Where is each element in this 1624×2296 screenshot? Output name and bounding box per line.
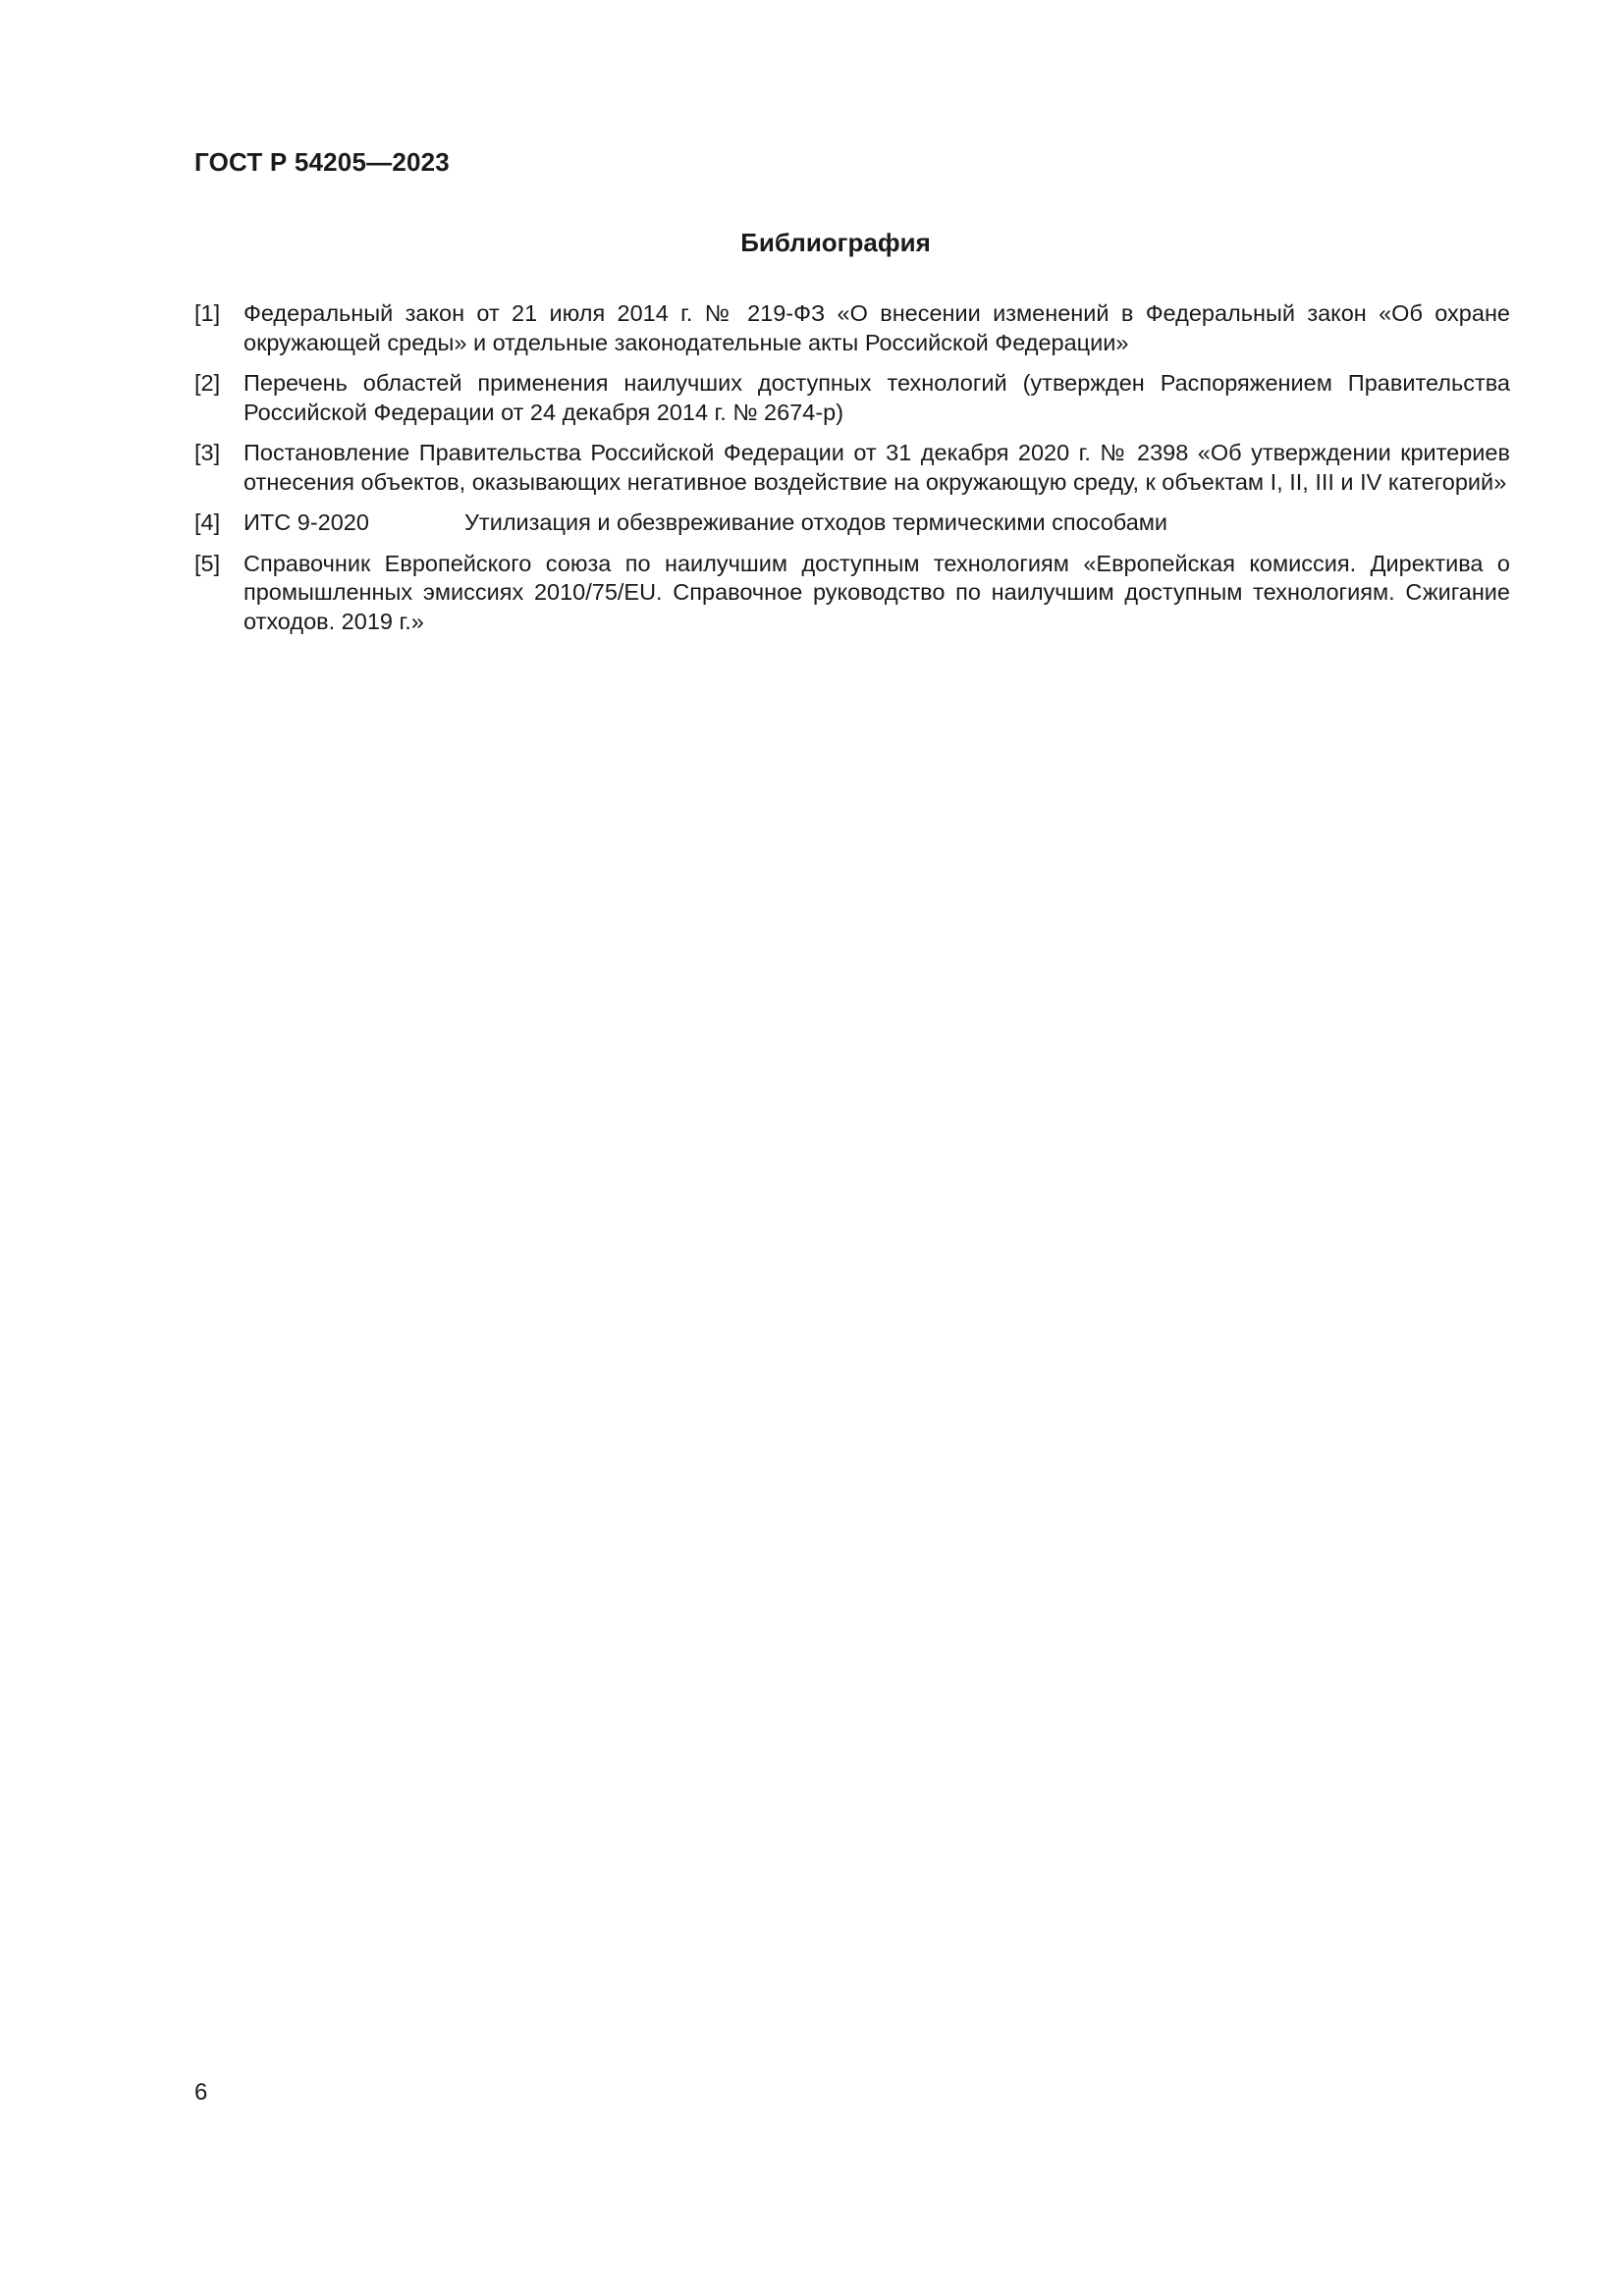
bibliography-entry-code: ИТС 9-2020	[244, 509, 369, 535]
bibliography-list	[194, 299, 1510, 648]
bibliography-entry-2	[194, 369, 1510, 427]
section-title: Библиография	[740, 228, 931, 257]
bibliography-entry-number: [1]	[194, 300, 221, 326]
bibliography-entry-text: Федеральный закон от 21 июля 2014 г. № 219-ФЗ «О внесении изменений в Федеральный закон «Об охране окружающей среды» и отдельные законодательные акты Российской Федерации»	[244, 300, 1510, 355]
bibliography-entry-text: Утилизация и обезвреживание отходов термическими способами	[464, 509, 1168, 535]
bibliography-entry-number: [3]	[194, 440, 221, 465]
bibliography-entry-text: Перечень областей применения наилучших доступных технологий (утвержден Распоряжением Правительства Российской Федерации от 24 декабря 2014 г. № 2674-р)	[244, 370, 1510, 425]
bibliography-entry-5	[194, 550, 1510, 637]
bibliography-entry-text: Постановление Правительства Российской Федерации от 31 декабря 2020 г. № 2398 «Об утверждении критериев отнесения объектов, оказывающих негативное воздействие на окружающую среду, к объектам I, II, III и IV категорий»	[244, 440, 1510, 495]
bibliography-entry-3	[194, 439, 1510, 497]
bibliography-entry-number: [2]	[194, 370, 221, 396]
bibliography-entry-4	[194, 508, 1510, 538]
page-number: 6	[194, 2079, 208, 2106]
bibliography-entry-number: [4]	[194, 509, 221, 535]
document-code-header: ГОСТ Р 54205—2023	[194, 147, 450, 177]
bibliography-entry-text: Справочник Европейского союза по наилучшим доступным технологиям «Европейская комиссия. Директива о промышленных эмиссиях 2010/75/EU. Справочное руководство по наилучшим доступным технологиям. Сжигание отходов. 2019 г.»	[244, 550, 1510, 634]
bibliography-entry-number: [5]	[194, 550, 221, 576]
bibliography-entry-1	[194, 299, 1510, 357]
bibliography-entry-body	[244, 508, 1510, 538]
